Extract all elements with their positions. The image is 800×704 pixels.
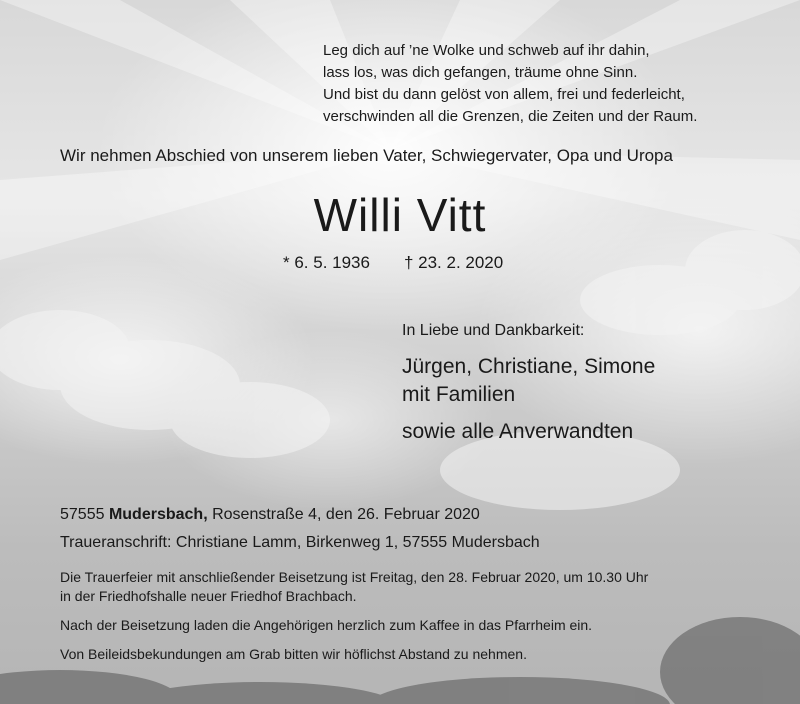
death-date: † 23. 2. 2020: [403, 253, 504, 272]
info-line: Von Beileidsbekundungen am Grab bitten wir höflichst Abstand zu nehmen.: [60, 646, 527, 662]
info-line: Die Trauerfeier mit anschließender Beisetzung ist Freitag, den 28. Februar 2020, um 10.30 Uhr: [60, 569, 649, 585]
family-line: mit Familien: [402, 383, 516, 406]
poem-line: lass los, was dich gefangen, träume ohne Sinn.: [323, 64, 638, 81]
poem-line: Und bist du dann gelöst von allem, frei und federleicht,: [323, 86, 685, 103]
family-line: Jürgen, Christiane, Simone: [402, 355, 656, 378]
zip-code: 57555: [60, 506, 105, 523]
poem-line: Leg dich auf ’ne Wolke und schweb auf ihr dahin,: [323, 42, 650, 59]
place-and-date: [60, 506, 480, 524]
birth-date: * 6. 5. 1936: [283, 253, 370, 272]
info-line: in der Friedhofshalle neuer Friedhof Brachbach.: [60, 588, 357, 604]
relatives-line: sowie alle Anverwandten: [402, 420, 634, 443]
deceased-name: Willi Vitt: [313, 189, 487, 241]
street-and-date: Rosenstraße 4, den 26. Februar 2020: [212, 506, 480, 523]
intro-text: Wir nehmen Abschied von unserem lieben Vater, Schwiegervater, Opa und Uropa: [60, 146, 673, 165]
funeral-info: [60, 568, 648, 664]
poem-line: verschwinden all die Grenzen, die Zeiten und der Raum.: [323, 108, 698, 125]
gratitude-line: In Liebe und Dankbarkeit:: [402, 322, 585, 339]
info-line: Nach der Beisetzung laden die Angehörigen herzlich zum Kaffee in das Pfarrheim ein.: [60, 617, 593, 633]
mourning-address: Traueranschrift: Christiane Lamm, Birkenweg 1, 57555 Mudersbach: [60, 534, 540, 551]
family-names: [402, 353, 655, 409]
poem: [323, 40, 697, 128]
town-name: Mudersbach,: [108, 506, 208, 523]
life-dates: [283, 253, 503, 273]
